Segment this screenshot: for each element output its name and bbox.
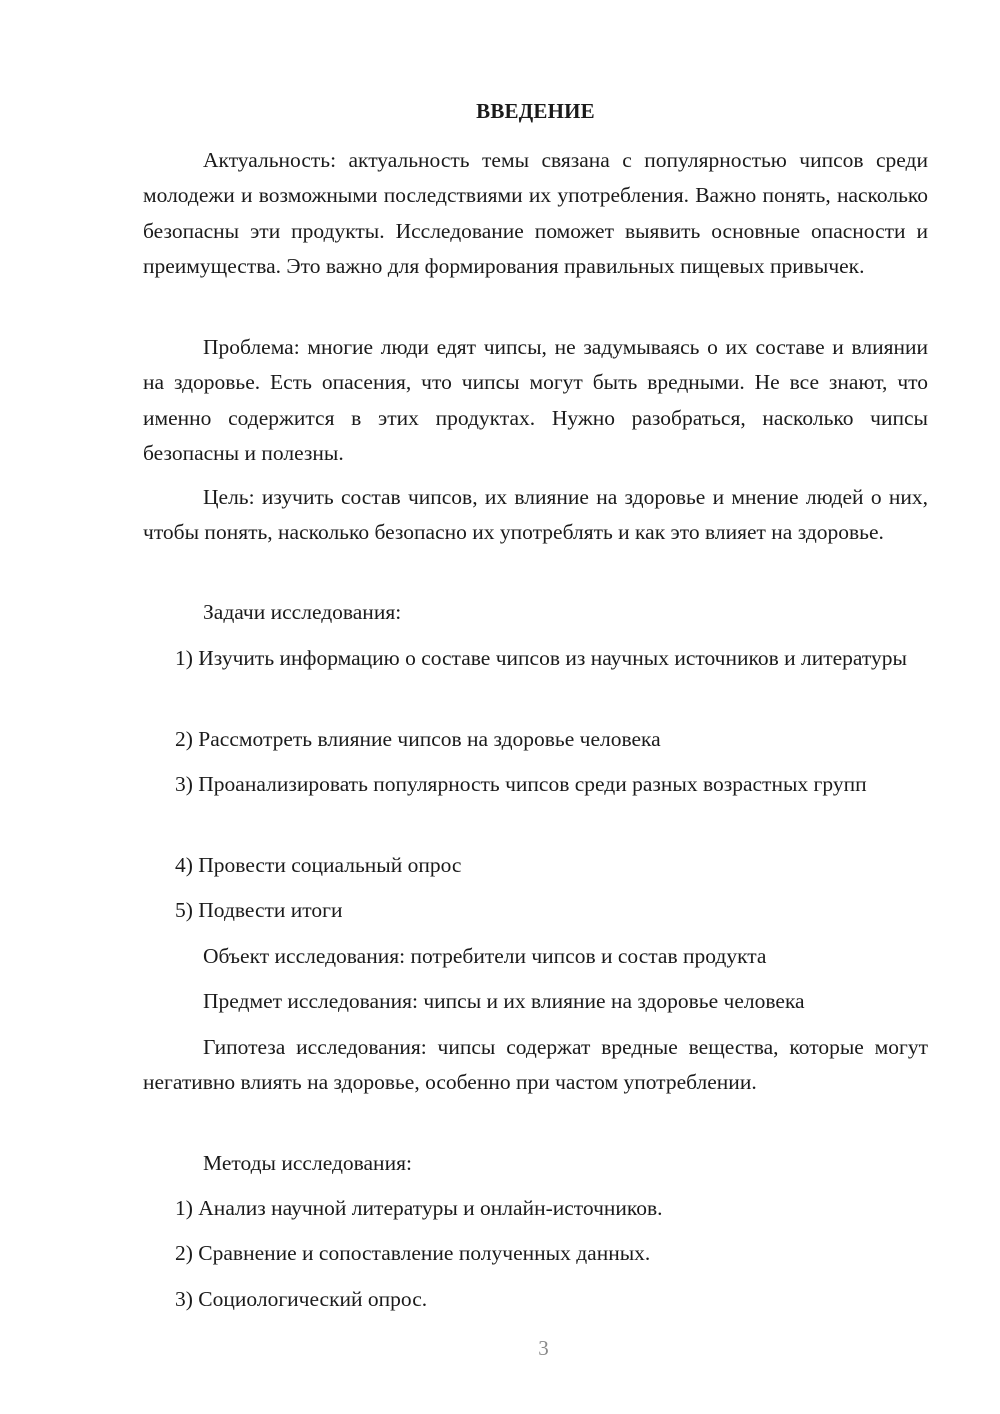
tasks-title: Задачи исследования: bbox=[203, 600, 402, 624]
section-heading: ВВЕДЕНИЕ bbox=[476, 99, 595, 123]
hypothesis-paragraph: Гипотеза исследования: чипсы содержат вредные вещества, которые могут негативно влиять на здоровье, особенно при частом употреблении. bbox=[143, 1035, 928, 1095]
goal-paragraph: Цель: изучить состав чипсов, их влияние на здоровье и мнение людей о них, чтобы понять, насколько безопасно их употреблять и как это влияет на здоровье. bbox=[143, 485, 928, 545]
subject-paragraph: Предмет исследования: чипсы и их влияние на здоровье человека bbox=[203, 989, 805, 1013]
problem-paragraph: Проблема: многие люди едят чипсы, не задумываясь о их составе и влиянии на здоровье. Есть опасения, что чипсы могут быть вредными. Не все знают, что именно содержится в этих продуктах. Нужно разобраться, насколько чипсы безопасны и полезны. bbox=[143, 335, 928, 466]
task-item-5: 5) Подвести итоги bbox=[175, 898, 343, 922]
object-paragraph: Объект исследования: потребители чипсов и состав продукта bbox=[203, 944, 767, 968]
document-page bbox=[143, 0, 928, 1414]
page-number-text: 3 bbox=[538, 1336, 549, 1360]
method-item-2: 2) Сравнение и сопоставление полученных данных. bbox=[175, 1241, 651, 1265]
method-item-1: 1) Анализ научной литературы и онлайн-источников. bbox=[175, 1196, 663, 1220]
methods-title: Методы исследования: bbox=[203, 1151, 412, 1175]
method-item-3: 3) Социологический опрос. bbox=[175, 1287, 428, 1311]
task-item-1: 1) Изучить информацию о составе чипсов из научных источников и литературы bbox=[175, 646, 907, 670]
page-number bbox=[143, 1333, 928, 1363]
relevance-paragraph: Актуальность: актуальность темы связана с популярностью чипсов среди молодежи и возможными последствиями их употребления. Важно понять, насколько безопасны эти продукты. Исследование поможет выявить основные опасности и преимущества. Это важно для формирования правильных пищевых привычек. bbox=[143, 148, 928, 279]
task-item-4: 4) Провести социальный опрос bbox=[175, 853, 462, 877]
task-item-2: 2) Рассмотреть влияние чипсов на здоровье человека bbox=[175, 727, 661, 751]
task-item-3: 3) Проанализировать популярность чипсов среди разных возрастных групп bbox=[175, 772, 867, 796]
